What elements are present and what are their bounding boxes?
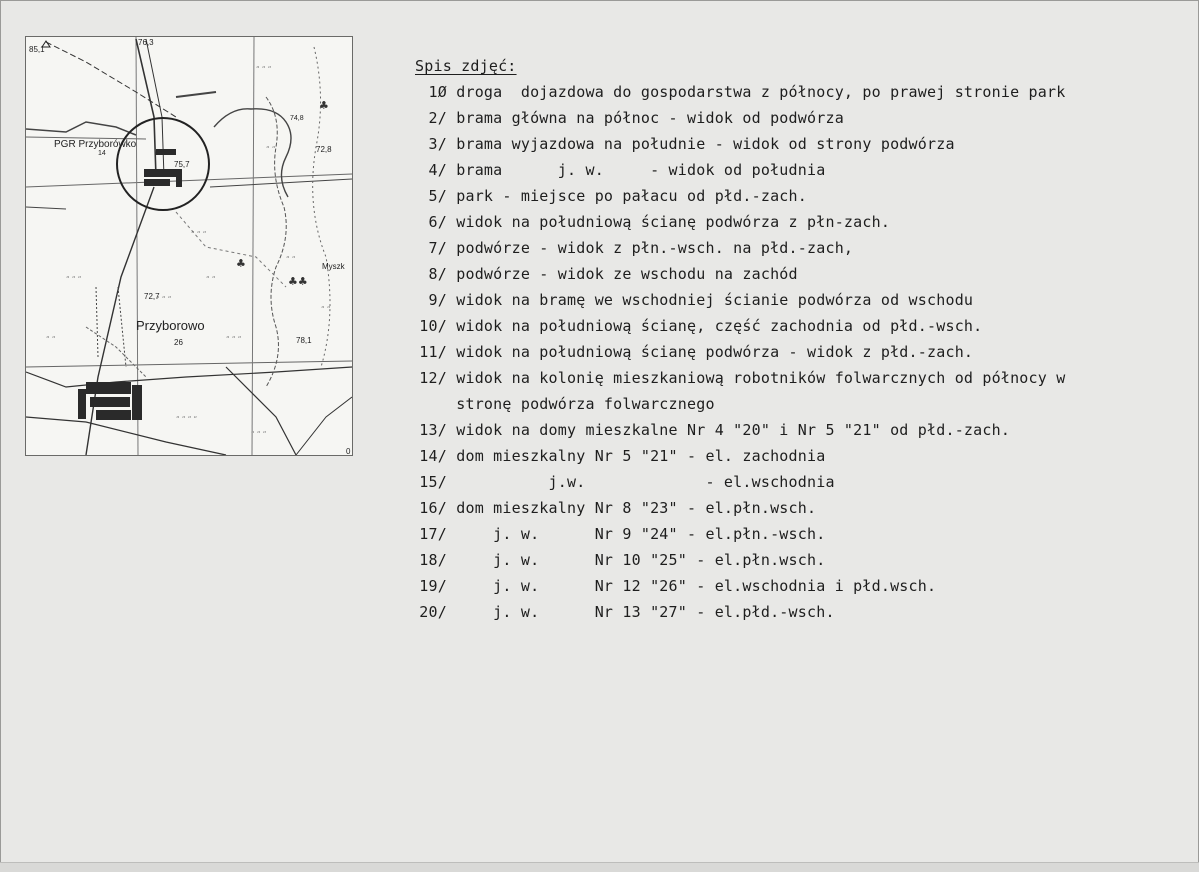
item-text: podwórze - widok z płn.-wsch. na płd.-zach, [447,239,854,257]
item-number: 13/ [419,421,447,439]
item-text: j. w. Nr 9 "24" - el.płn.-wsch. [447,525,826,543]
item-text: j. w. Nr 10 "25" - el.płn.wsch. [447,551,826,569]
item-text: widok na bramę we wschodniej ścianie podwórza od wschodu [447,291,974,309]
svg-text:„ „: „ „ [206,271,216,279]
list-item [401,313,1181,339]
list-item [401,339,1181,365]
item-number: 7/ [428,239,447,257]
item-number: 9/ [428,291,447,309]
item-text: podwórze - widok ze wschodu na zachód [447,265,798,283]
item-text: park - miejsce po pałacu od płd.-zach. [447,187,807,205]
map-label-town: Przyborowo [136,318,205,333]
svg-text:„ „ „ „: „ „ „ „ [176,411,198,419]
location-map [25,36,353,456]
list-item [401,235,1181,261]
svg-text:♣: ♣ [319,99,329,112]
item-text: j. w. Nr 12 "26" - el.wschodnia i płd.wsch. [447,577,937,595]
list-item [401,365,1181,391]
item-number [401,391,447,417]
map-label-elev-748: 74,8 [290,115,304,122]
list-item [401,599,1181,625]
svg-text:„ „ „: „ „ „ [66,271,82,279]
item-text: brama główna na północ - widok od podwórza [447,109,844,127]
list-item-continuation [401,391,1181,417]
svg-text:„ „ „: „ „ „ [156,291,172,299]
item-number: 15/ [419,473,447,491]
list-item [401,469,1181,495]
item-text: brama j. w. - widok od południa [447,161,826,179]
svg-text:„ „ „: „ „ „ [251,426,267,434]
map-label-26: 26 [174,338,183,347]
item-text: droga dojazdowa do gospodarstwa z północy, po prawej stronie park [447,83,1066,101]
item-number: 6/ [428,213,447,231]
item-text: dom mieszkalny Nr 8 "23" - el.płn.wsch. [447,499,817,517]
svg-text:„ „: „ „ [286,251,296,259]
list-item [401,157,1181,183]
item-text: dom mieszkalny Nr 5 "21" - el. zachodnia [447,447,826,465]
svg-text:„ „ „: „ „ „ [226,331,242,339]
item-number: 5/ [428,187,447,205]
item-number: 17/ [419,525,447,543]
map-label-pgr: PGR Przyborówko [54,139,137,150]
farm-buildings [78,149,182,420]
item-text: widok na domy mieszkalne Nr 4 "20" i Nr 5 "21" od płd.-zach. [447,421,1011,439]
item-number: 4/ [428,161,447,179]
list-item [401,573,1181,599]
svg-text:♣: ♣ [236,257,246,270]
list-item [401,521,1181,547]
item-number: 20/ [419,603,447,621]
list-item [401,209,1181,235]
item-number: 12/ [419,369,447,387]
item-text: stronę podwórza folwarcznego [447,395,715,413]
list-heading: Spis zdjęć: [415,57,517,75]
list-item [401,261,1181,287]
list-item [401,547,1181,573]
svg-text:♣♣: ♣♣ [288,275,308,288]
map-label-zero: 0 [346,447,351,455]
svg-text:„ „: „ „ [266,141,276,149]
list-item [401,443,1181,469]
list-item [401,495,1181,521]
map-label-elev-781: 78,1 [296,336,312,345]
item-number: 14/ [419,447,447,465]
triangulation-point-icon [42,41,50,47]
item-text: j.w. - el.wschodnia [447,473,835,491]
list-item [401,417,1181,443]
list-item [401,183,1181,209]
item-number: 1Ø [428,83,447,101]
map-label-elev-85: 85,1 [29,45,45,54]
list-item [401,131,1181,157]
item-text: widok na południową ścianę podwórza z płn-zach. [447,213,891,231]
map-label-elev-76: 76,3 [138,38,154,47]
list-item [401,105,1181,131]
item-text: widok na południową ścianę podwórza - widok z płd.-zach. [447,343,974,361]
list-item [401,287,1181,313]
item-number: 16/ [419,499,447,517]
map-label-elev-727: 72,7 [144,292,160,301]
svg-text:„ „: „ „ [321,301,331,309]
map-label-elev-728: 72,8 [316,145,332,154]
item-number: 18/ [419,551,447,569]
svg-text:„ „ „: „ „ „ [256,61,272,69]
item-text: widok na południową ścianę, część zachodnia od płd.-wsch. [447,317,983,335]
item-number: 3/ [428,135,447,153]
item-text: brama wyjazdowa na południe - widok od strony podwórza [447,135,955,153]
photo-list [401,53,1181,625]
item-number: 2/ [428,109,447,127]
item-number: 11/ [419,343,447,361]
item-number: 8/ [428,265,447,283]
item-number: 19/ [419,577,447,595]
svg-text:„ „ „: „ „ „ [191,226,207,234]
topographic-map-svg [26,37,352,455]
map-label-14: 14 [98,150,106,157]
map-label-elev-757: 75,7 [174,160,190,169]
list-item [401,79,1181,105]
map-label-myszk: Myszk [322,262,345,271]
item-number: 10/ [419,317,447,335]
svg-text:„ „: „ „ [46,331,56,339]
item-text: j. w. Nr 13 "27" - el.płd.-wsch. [447,603,835,621]
item-text: widok na kolonię mieszkaniową robotników folwarcznych od północy w [447,369,1066,387]
